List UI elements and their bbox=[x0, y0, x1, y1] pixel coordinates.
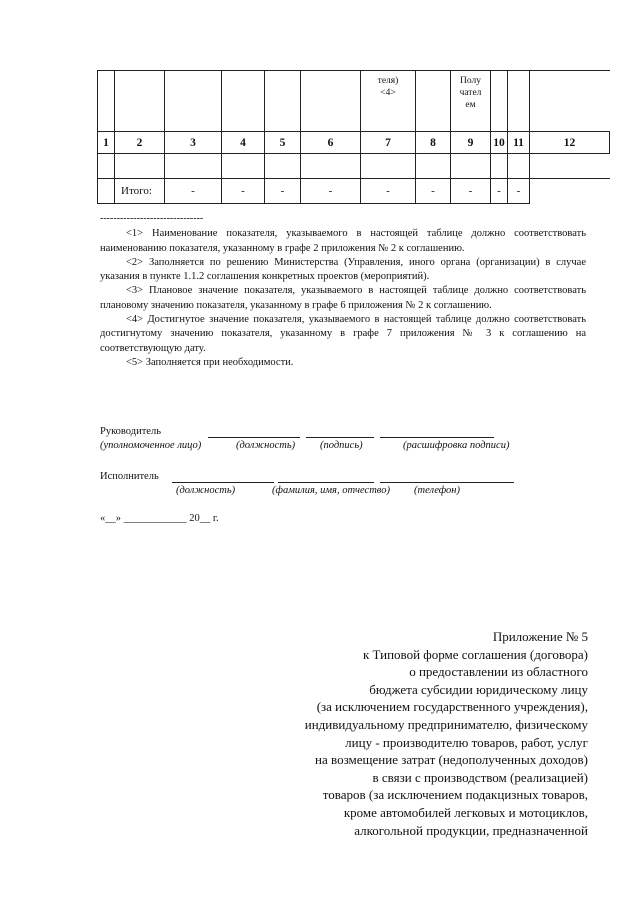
total-cell: - bbox=[361, 179, 416, 204]
column-number: 9 bbox=[451, 132, 491, 154]
total-cell: - bbox=[451, 179, 491, 204]
column-number: 8 bbox=[416, 132, 451, 154]
executor-phone-line bbox=[380, 482, 514, 483]
head-position-line bbox=[208, 437, 300, 438]
caption-authorized-person: (уполномоченное лицо) bbox=[100, 440, 202, 451]
footnote-separator: ------------------------------- bbox=[100, 213, 204, 224]
footnote-4: <4> Достигнутое значение показателя, указываемого в настоящей таблице должно соответствовать достигнутому значению показателя, указанному в графе 7 приложения № 3 к соглашению на соответствующую дату. bbox=[100, 314, 586, 354]
footnotes bbox=[100, 212, 586, 370]
total-cell: - bbox=[301, 179, 361, 204]
footnote-3: <3> Плановое значение показателя, указываемого в настоящей таблице должно соответствовать плановому значению показателя, указанному в графе 6 приложения № 2 к соглашению. bbox=[100, 285, 586, 311]
head-signature-line bbox=[306, 437, 374, 438]
appendix-line: в связи с производством (реализацией) bbox=[372, 769, 588, 785]
column-number: 5 bbox=[265, 132, 301, 154]
total-label: Итого: bbox=[115, 179, 165, 204]
appendix-line: лицу - производителю товаров, работ, услуг bbox=[345, 734, 588, 750]
column-number: 4 bbox=[222, 132, 265, 154]
appendix-header bbox=[258, 628, 588, 839]
appendix-line: к Типовой форме соглашения (договора) bbox=[362, 646, 588, 662]
column-number: 2 bbox=[115, 132, 165, 154]
column-number: 10 bbox=[491, 132, 508, 154]
footnote-2: <2> Заполняется по решению Министерства (Управления, иного органа (организации) в случае указания в пункте 1.1.2 соглашения конкретных проектов (мероприятий). bbox=[100, 256, 586, 283]
caption-position: (должность) bbox=[236, 440, 296, 451]
column-number: 3 bbox=[165, 132, 222, 154]
head-name-line bbox=[380, 437, 494, 438]
column-number: 7 bbox=[361, 132, 416, 154]
caption-full-name: (фамилия, имя, отчество) bbox=[272, 485, 390, 496]
date-line: «__» ____________ 20__ г. bbox=[100, 513, 219, 524]
table-header-row bbox=[98, 71, 610, 132]
column-number: 1 bbox=[98, 132, 115, 154]
appendix-line: (за исключением государственного учреждения), bbox=[316, 699, 588, 715]
footnote-1: <1> Наименование показателя, указываемого в настоящей таблице должно соответствовать наименованию показателя, указанному в графе 2 приложения № 2 к соглашению. bbox=[100, 228, 586, 254]
executor-position-line bbox=[172, 482, 274, 483]
executor-name-line bbox=[278, 482, 374, 483]
total-cell: - bbox=[508, 179, 530, 204]
appendix-line: индивидуальному предпринимателю, физическому bbox=[304, 716, 588, 732]
indicators-table bbox=[97, 70, 610, 204]
total-cell: - bbox=[165, 179, 222, 204]
appendix-line: кроме автомобилей легковых и мотоциклов, bbox=[343, 804, 588, 820]
header-cell-col7: теля) <4> bbox=[361, 71, 416, 132]
executor-label: Исполнитель bbox=[100, 471, 159, 482]
appendix-line: на возмещение затрат (недополученных доходов) bbox=[315, 752, 588, 768]
appendix-line: бюджета субсидии юридическому лицу bbox=[369, 681, 588, 697]
caption-executor-position: (должность) bbox=[176, 485, 236, 496]
footnote-5: <5> Заполняется при необходимости. bbox=[126, 356, 294, 368]
column-number: 12 bbox=[530, 132, 610, 154]
column-number: 6 bbox=[301, 132, 361, 154]
caption-signature-decoding: (расшифровка подписи) bbox=[403, 440, 510, 451]
table-row-empty bbox=[98, 154, 610, 179]
total-cell: - bbox=[491, 179, 508, 204]
column-number-row bbox=[98, 132, 610, 154]
appendix-line: о предоставлении из областного bbox=[409, 664, 588, 680]
appendix-title: Приложение № 5 bbox=[492, 629, 588, 644]
caption-phone: (телефон) bbox=[414, 485, 460, 496]
total-cell: - bbox=[416, 179, 451, 204]
head-label: Руководитель bbox=[100, 426, 161, 437]
appendix-line: товаров (за исключением подакцизных товаров, bbox=[322, 787, 588, 803]
table-total-row bbox=[98, 179, 610, 204]
total-cell: - bbox=[265, 179, 301, 204]
total-cell: - bbox=[222, 179, 265, 204]
header-cell-col9: Полу чател ем bbox=[451, 71, 491, 132]
column-number: 11 bbox=[508, 132, 530, 154]
caption-signature: (подпись) bbox=[320, 440, 363, 451]
appendix-line: алкогольной продукции, предназначенной bbox=[354, 822, 588, 838]
